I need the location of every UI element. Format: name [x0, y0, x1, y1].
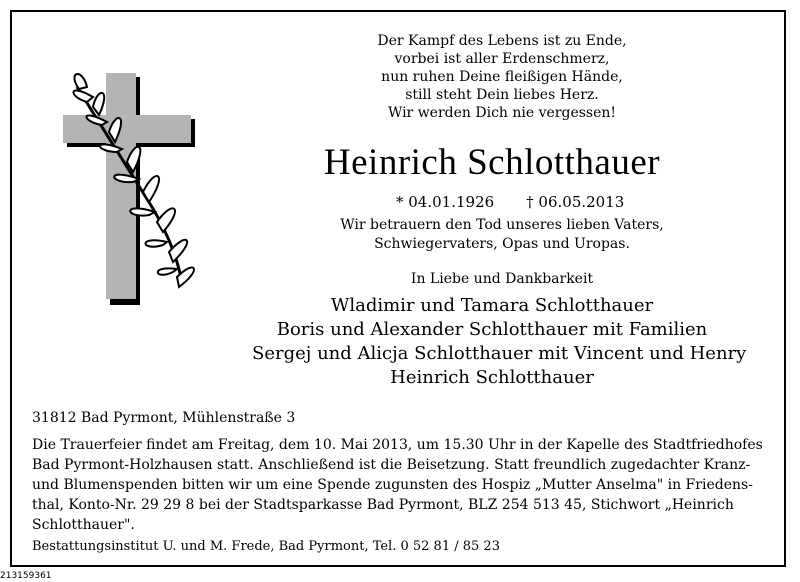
obituary-notice: [10, 10, 786, 567]
birth-date: * 04.01.1926: [396, 193, 495, 211]
family-member: Boris und Alexander Schlotthauer mit Familien: [276, 319, 708, 340]
notice-line: Schlotthauer".: [32, 517, 135, 533]
mourning-line: Schwiegervaters, Opas und Uropas.: [374, 236, 630, 252]
poem-line: nun ruhen Deine fleißigen Hände,: [381, 69, 623, 85]
notice-line: Bad Pyrmont-Holzhausen statt. Anschließend ist die Beisetzung. Statt freundlich zugedachter Kranz-: [32, 457, 751, 473]
death-date: † 06.05.2013: [526, 193, 625, 211]
family-list: [252, 294, 747, 390]
notice-line: thal, Konto-Nr. 29 29 8 bei der Stadtsparkasse Bad Pyrmont, BLZ 254 513 45, Stichwort „Heinrich: [32, 497, 734, 513]
family-member: Sergej und Alicja Schlotthauer mit Vincent und Henry: [252, 343, 747, 364]
poem-line: Der Kampf des Lebens ist zu Ende,: [377, 33, 627, 49]
notice-line: und Blumenspenden bitten wir um eine Spende zugunsten des Hospiz „Mutter Anselma" in Friedens-: [32, 477, 753, 493]
cross-with-palm-branch-icon: [57, 67, 227, 327]
funeral-notice: [32, 435, 776, 535]
poem: [312, 32, 692, 122]
poem-line: Wir werden Dich nie vergessen!: [387, 105, 617, 121]
poem-line: vorbei ist aller Erdenschmerz,: [394, 51, 610, 67]
family-member: Wladimir und Tamara Schlotthauer: [330, 295, 654, 316]
ad-code: 213159361: [0, 571, 52, 581]
love-line: In Liebe und Dankbarkeit: [410, 271, 594, 287]
life-dates: [396, 193, 624, 211]
family-member: Heinrich Schlotthauer: [390, 367, 594, 388]
deceased-name: Heinrich Schlotthauer: [323, 142, 661, 183]
mourning-text: [312, 216, 692, 254]
undertaker-info: Bestattungsinstitut U. und M. Frede, Bad Pyrmont, Tel. 0 52 81 / 85 23: [32, 539, 500, 554]
notice-line: Die Trauerfeier findet am Freitag, dem 10. Mai 2013, um 15.30 Uhr in der Kapelle des Stadtfriedhofes: [32, 437, 763, 453]
address: 31812 Bad Pyrmont, Mühlenstraße 3: [32, 410, 296, 426]
poem-line: still steht Dein liebes Herz.: [405, 87, 599, 103]
mourning-line: Wir betrauern den Tod unseres lieben Vaters,: [340, 217, 664, 233]
